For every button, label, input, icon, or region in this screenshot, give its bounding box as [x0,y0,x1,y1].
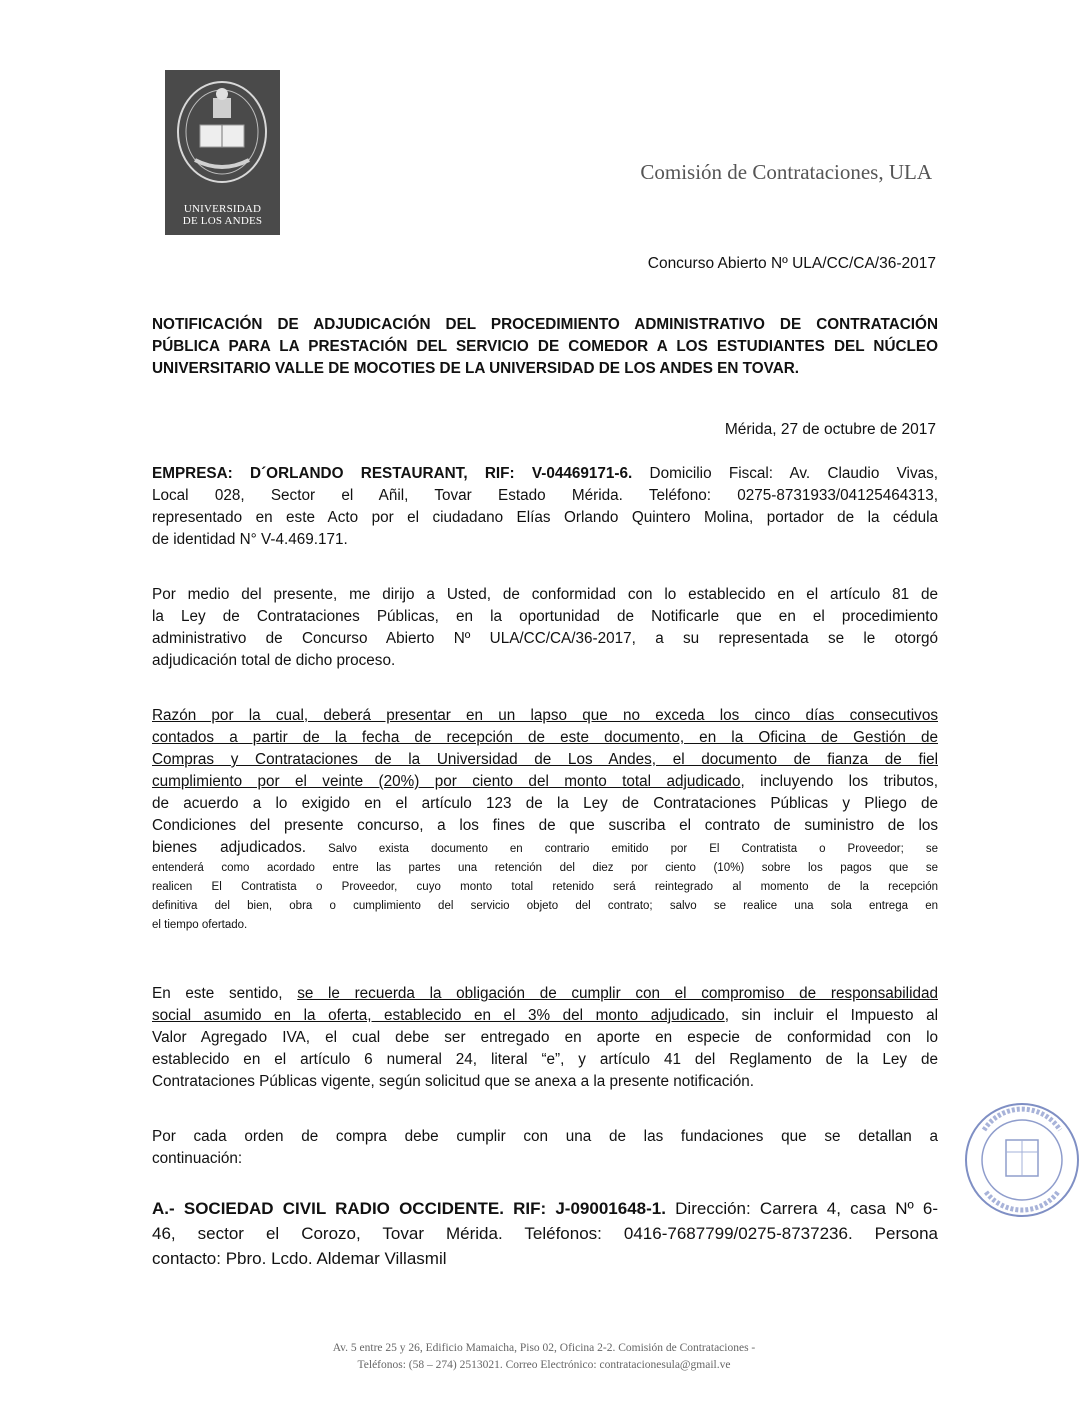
empresa-line-3: representado en este Acto por el ciudadano Elías Orlando Quintero Molina, portador de la cédula [152,509,938,526]
empresa-line-4: de identidad N° V-4.469.171. [152,531,348,548]
p3-line-3: Valor Agregado IVA, el cual debe ser entregado en aporte en especie de conformidad con lo [152,1029,938,1046]
p2-line-5: de acuerdo a lo exigido en el artículo 123 de la Ley de Contrataciones Públicas y Pliego de [152,795,938,812]
empresa-line-2: Local 028, Sector el Añil, Tovar Estado Mérida. Teléfono: 0275-8731933/04125464313, [152,487,938,504]
p3-line-2-rest: , sin incluir el Impuesto al [724,1007,938,1024]
empresa-paragraph [152,463,938,551]
p3-line-5: Contrataciones Públicas vigente, según solicitud que se anexa a la presente notificación. [152,1073,755,1090]
p1-line-4: adjudicación total de dicho proceso. [152,652,396,669]
p3-line-2-underlined: social asumido en la oferta, establecido en el 3% del monto adjudicado [152,1007,725,1024]
official-stamp-icon [962,1100,1082,1220]
foundation-a-name: A.- SOCIEDAD CIVIL RADIO OCCIDENTE. RIF: J-09001648-1. [152,1199,666,1218]
logo-line-1: UNIVERSIDAD [183,203,262,215]
p2-small-3: definitiva del bien, obra o cumplimiento del servicio objeto del contrato; salvo se realice una sola entrega en [152,900,938,912]
empresa-line-1: Domicilio Fiscal: Av. Claudio Vivas, [632,465,939,482]
foundation-a-line-3: contacto: Pbro. Lcdo. Aldemar Villasmil [152,1249,447,1268]
paragraph-2 [152,705,938,935]
p4-line-1: Por cada orden de compra debe cumplir con una de las fundaciones que se detallan a [152,1128,938,1145]
logo-line-2: DE LOS ANDES [182,215,263,227]
footer-contact: Teléfonos: (58 – 274) 2513021. Correo Electrónico: contratacionesula@gmail.ve [357,1359,731,1371]
paragraph-3 [152,983,938,1093]
foundation-a-line-2: 46, sector el Corozo, Tovar Mérida. Teléfonos: 0416-7687799/0275-8737236. Persona [152,1224,938,1243]
foundation-a-line-1: Dirección: Carrera 4, casa Nº 6- [665,1199,939,1218]
page-footer [0,1340,1088,1374]
p2-line-7-small: Salvo exista documento en contrario emitido por El Contratista o Proveedor; se [306,843,938,855]
title-line-2: PÚBLICA PARA LA PRESTACIÓN DEL SERVICIO DE COMEDOR A LOS ESTUDIANTES DEL NÚCLEO [152,338,938,355]
p2-line-3: Compras y Contrataciones de la Universidad de Los Andes, el documento de fianza de fiel [152,751,938,768]
footer-address: Av. 5 entre 25 y 26, Edificio Mamaicha, Piso 02, Oficina 2-2. Comisión de Contrataciones - [332,1342,756,1354]
p1-line-1: Por medio del presente, me dirijo a Usted, de conformidad con lo establecido en el artículo 81 de [152,586,938,603]
p2-small-1: entenderá como acordado entre las partes una retención del diez por ciento (10%) sobre los pagos que se [152,862,938,874]
p1-line-3: administrativo de Concurso Abierto Nº ULA/CC/CA/36-2017, a su representada se le otorgó [152,630,938,647]
p1-line-2: la Ley de Contrataciones Públicas, en la oportunidad de Notificarle que en el procedimiento [152,608,938,625]
p2-small-4: el tiempo ofertado. [152,919,248,931]
p2-line-7: bienes adjudicados. [152,839,307,856]
document-date: Mérida, 27 de octubre de 2017 [724,421,936,438]
p3-line-1-underlined: se le recuerda la obligación de cumplir con el compromiso de responsabilidad [297,985,938,1002]
university-logo [165,70,280,235]
commission-heading: Comisión de Contrataciones, ULA [640,160,932,184]
concurso-number: Concurso Abierto Nº ULA/CC/CA/36-2017 [647,255,936,272]
title-line-1: NOTIFICACIÓN DE ADJUDICACIÓN DEL PROCEDIMIENTO ADMINISTRATIVO DE CONTRATACIÓN [152,316,938,333]
p2-small-2: realicen El Contratista o Proveedor, cuyo monto total retenido será reintegrado al momento de la recepción [152,881,938,893]
p2-line-4-rest: , incluyendo los tributos, [740,773,938,790]
title-line-3: UNIVERSITARIO VALLE DE MOCOTIES DE LA UNIVERSIDAD DE LOS ANDES EN TOVAR. [152,360,800,377]
coat-of-arms-icon [165,70,280,190]
p2-line-2: contados a partir de la fecha de recepción de este documento, en la Oficina de Gestión de [152,729,938,746]
p2-line-1: Razón por la cual, deberá presentar en un lapso que no exceda los cinco días consecutivos [152,707,938,724]
paragraph-1 [152,584,938,672]
p3-line-4: establecido en el artículo 6 numeral 24, literal “e”, y artículo 41 del Reglamento de la Ley de [152,1051,938,1068]
paragraph-4 [152,1126,938,1170]
foundation-a [152,1196,938,1271]
p2-line-4-underlined: cumplimiento por el veinte (20%) por ciento del monto total adjudicado [152,773,741,790]
p4-line-2: continuación: [152,1150,243,1167]
document-title [152,314,938,380]
p2-line-6: Condiciones del presente concurso, a los fines de que suscriba el contrato de suministro de los [152,817,938,834]
empresa-name: EMPRESA: D´ORLANDO RESTAURANT, RIF: V-04469171-6. [152,465,633,482]
p3-line-1-start: En este sentido, [152,985,298,1002]
